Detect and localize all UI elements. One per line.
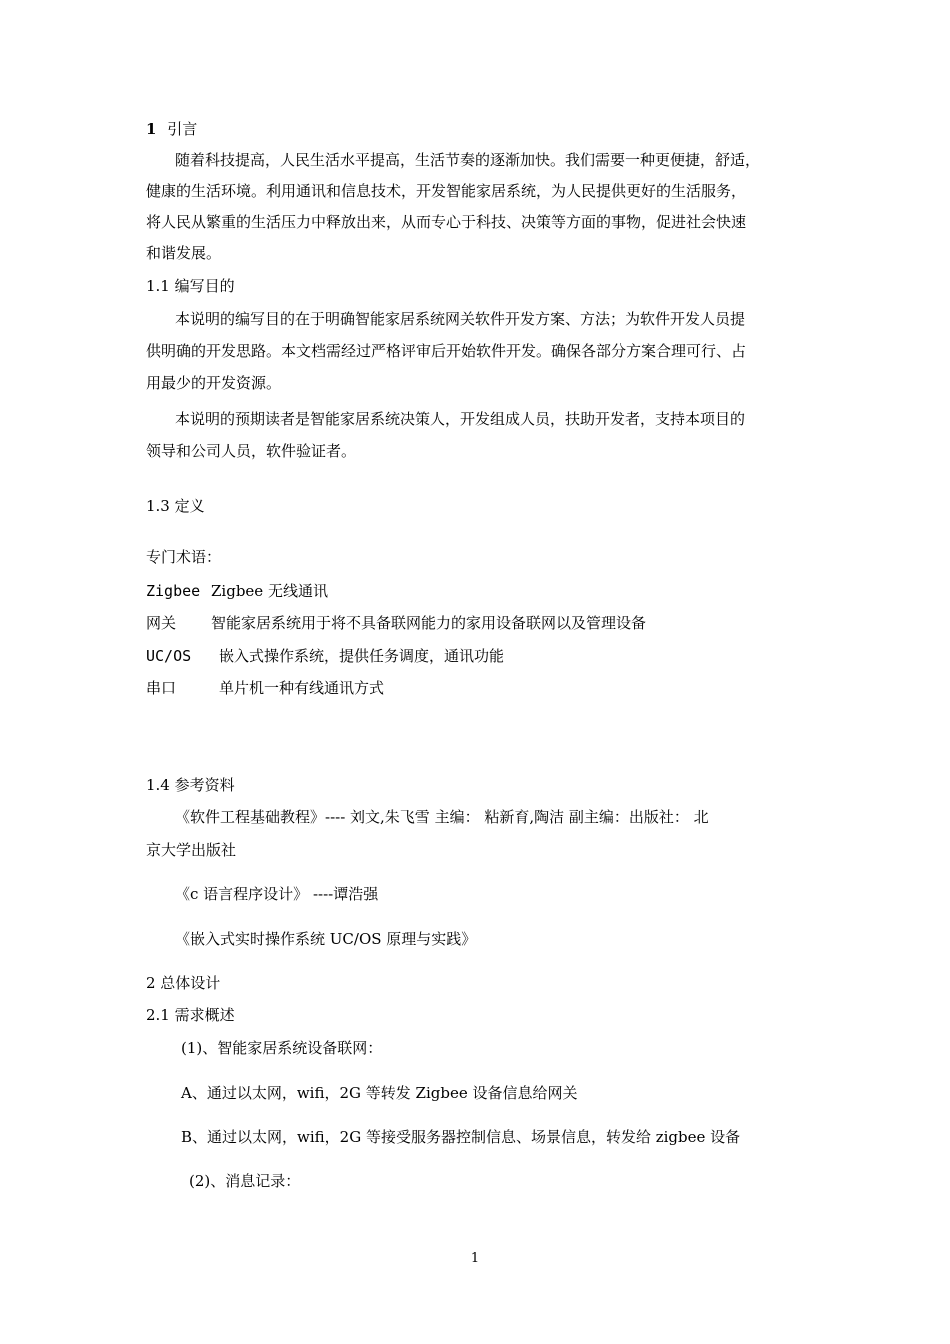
purpose-line: 用最少的开发资源。 (146, 374, 282, 392)
term-name: UC/OS (146, 647, 192, 665)
page-number: 1 (470, 1251, 480, 1266)
intro-line: 和谐发展。 (146, 244, 222, 262)
intro-line: 将人民从繁重的生活压力中释放出来，从而专心于科技、决策等方面的事物，促进社会快速 (146, 213, 747, 231)
purpose-line: 供明确的开发思路。本文档需经过严格评审后开始软件开发。确保各部分方案合理可行、占 (146, 342, 747, 360)
section-2-1-heading: 2.1 需求概述 (146, 1006, 235, 1024)
terms-title: 专门术语： (146, 548, 222, 566)
readers-line: 本说明的预期读者是智能家居系统决策人，开发组成人员，扶助开发者，支持本项目的 (175, 410, 746, 428)
term-name: 网关 (146, 614, 177, 632)
purpose-line: 本说明的编写目的在于明确智能家居系统网关软件开发方案、方法；为软件开发人员提 (175, 310, 746, 328)
intro-line: 健康的生活环境。利用通讯和信息技术，开发智能家居系统，为人民提供更好的生活服务， (146, 182, 747, 200)
intro-line: 随着科技提高，人民生活水平提高，生活节奏的逐渐加快。我们需要一种更便捷，舒适， (175, 151, 761, 169)
section-1-number: 1 (146, 120, 157, 138)
section-1-title: 引言 (167, 120, 198, 138)
reference-line: 《嵌入式实时操作系统 UC/OS 原理与实践》 (175, 930, 477, 948)
reference-line: 京大学出版社 (146, 841, 237, 859)
reference-line: 《c 语言程序设计》 ----谭浩强 (175, 885, 379, 903)
section-1-heading (146, 119, 197, 139)
section-2-heading: 2 总体设计 (146, 974, 221, 992)
section-1-4-heading: 1.4 参考资料 (146, 776, 235, 794)
term-name: Zigbee (146, 582, 201, 600)
section-1-3-heading: 1.3 定义 (146, 497, 205, 515)
term-definition: 单片机一种有线通讯方式 (219, 679, 385, 697)
term-name: 串口 (146, 679, 177, 697)
term-definition: 智能家居系统用于将不具备联网能力的家用设备联网以及管理设备 (211, 614, 647, 632)
requirement-line: (2)、消息记录： (189, 1172, 301, 1190)
readers-line: 领导和公司人员，软件验证者。 (146, 442, 357, 460)
requirement-line: B、通过以太网，wifi，2G 等接受服务器控制信息、场景信息，转发给 zigbee 设备 (181, 1128, 741, 1146)
requirement-line: (1)、智能家居系统设备联网： (181, 1039, 383, 1057)
reference-line: 《软件工程基础教程》---- 刘文,朱飞雪 主编： 粘新育,陶洁 副主编：出版社： 北 (175, 808, 709, 826)
term-definition: Zigbee 无线通讯 (211, 582, 328, 600)
requirement-line: A、通过以太网，wifi，2G 等转发 Zigbee 设备信息给网关 (181, 1084, 578, 1102)
term-definition: 嵌入式操作系统，提供任务调度，通讯功能 (219, 647, 505, 665)
section-1-1-heading: 1.1 编写目的 (146, 277, 235, 295)
